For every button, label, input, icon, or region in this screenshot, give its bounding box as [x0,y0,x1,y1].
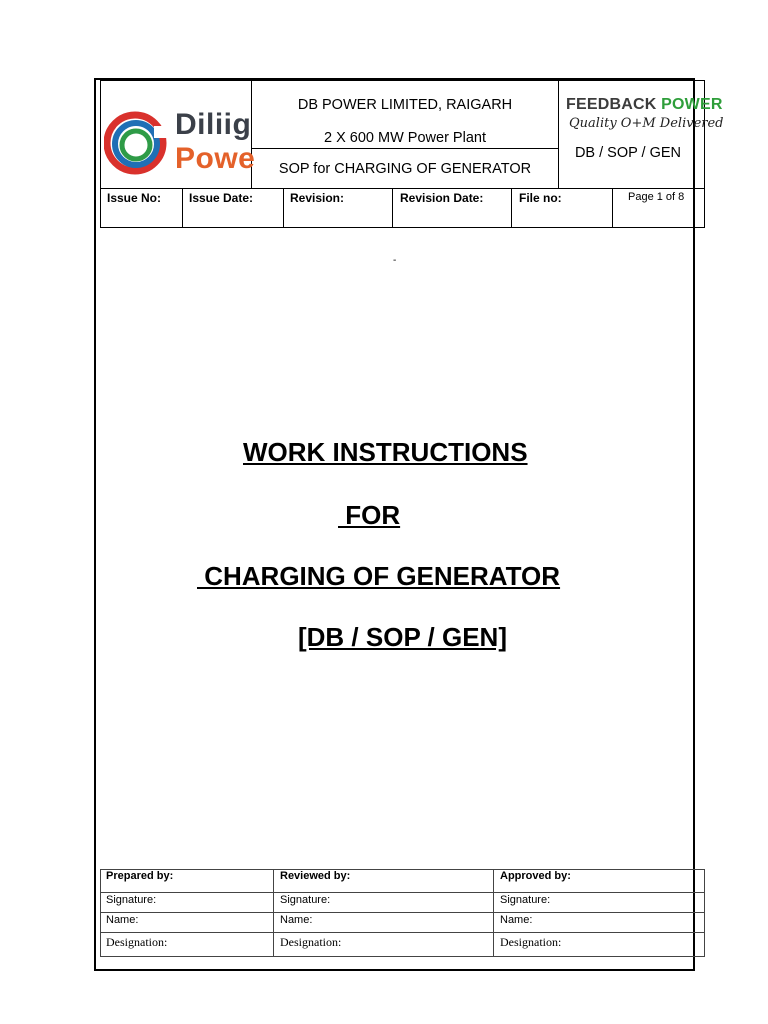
dash-mark: - [393,255,397,266]
revision-label: Revision: [290,191,345,205]
issue-date-label: Issue Date: [189,191,254,205]
footer-line-1 [100,869,705,870]
approved-by-label: Approved by: [500,870,571,882]
header-vline-right [558,80,559,189]
revision-date-label: Revision Date: [400,191,484,205]
name-label-reviewed: Name: [280,914,313,926]
file-no-label: File no: [519,191,562,205]
footer-line-5 [100,956,705,957]
info-sep-4 [511,188,512,228]
designation-label-reviewed: Designation: [280,935,342,949]
logo-name-part2: POWER [661,96,723,113]
info-sep-2 [283,188,284,228]
name-label-prepared: Name: [106,914,139,926]
title-line-2: FOR [338,500,401,530]
footer-vline-right [704,869,705,957]
info-row-bottom-line [100,227,705,228]
footer-vline-1 [273,869,274,957]
company-name: DB POWER LIMITED, RAIGARH [297,97,513,113]
issue-no-label: Issue No: [107,191,162,205]
header-top-line [100,80,705,81]
document-code: DB / SOP / GEN [574,145,682,161]
logo-name-part1: FEEDBACK [566,96,657,113]
signature-label-prepared: Signature: [106,894,157,906]
header-bottom-line [100,188,705,189]
info-sep-3 [392,188,393,228]
info-sep-5 [612,188,613,228]
title-line-1: WORK INSTRUCTIONS [243,437,528,467]
footer-vline-left [100,869,101,957]
header-mid-line [252,148,558,149]
footer-line-4 [100,932,705,933]
sop-title: SOP for CHARGING OF GENERATOR [278,161,532,177]
logo-tagline: Quality O+M Delivered [569,116,724,131]
page-number: Page 1 of 8 [628,191,685,203]
feedback-power-logo [566,96,723,114]
plant-name: 2 X 600 MW Power Plant [324,130,486,146]
reviewed-by-label: Reviewed by: [280,870,351,882]
designation-label-prepared: Designation: [106,935,168,949]
info-sep-1 [182,188,183,228]
footer-vline-2 [493,869,494,957]
name-label-approved: Name: [500,914,533,926]
prepared-by-label: Prepared by: [106,870,174,882]
signature-label-approved: Signature: [500,894,551,906]
header-vline-left [100,80,101,228]
designation-label-approved: Designation: [500,935,562,949]
logo-text-bottom: Powe [175,142,256,175]
title-line-3: CHARGING OF GENERATOR [197,561,561,591]
logo-text-top: Diliig [175,108,252,141]
footer-line-2 [100,892,705,893]
signature-label-reviewed: Signature: [280,894,331,906]
footer-line-3 [100,912,705,913]
logo-rings-icon [104,106,174,182]
title-line-4: [DB / SOP / GEN] [298,622,507,652]
